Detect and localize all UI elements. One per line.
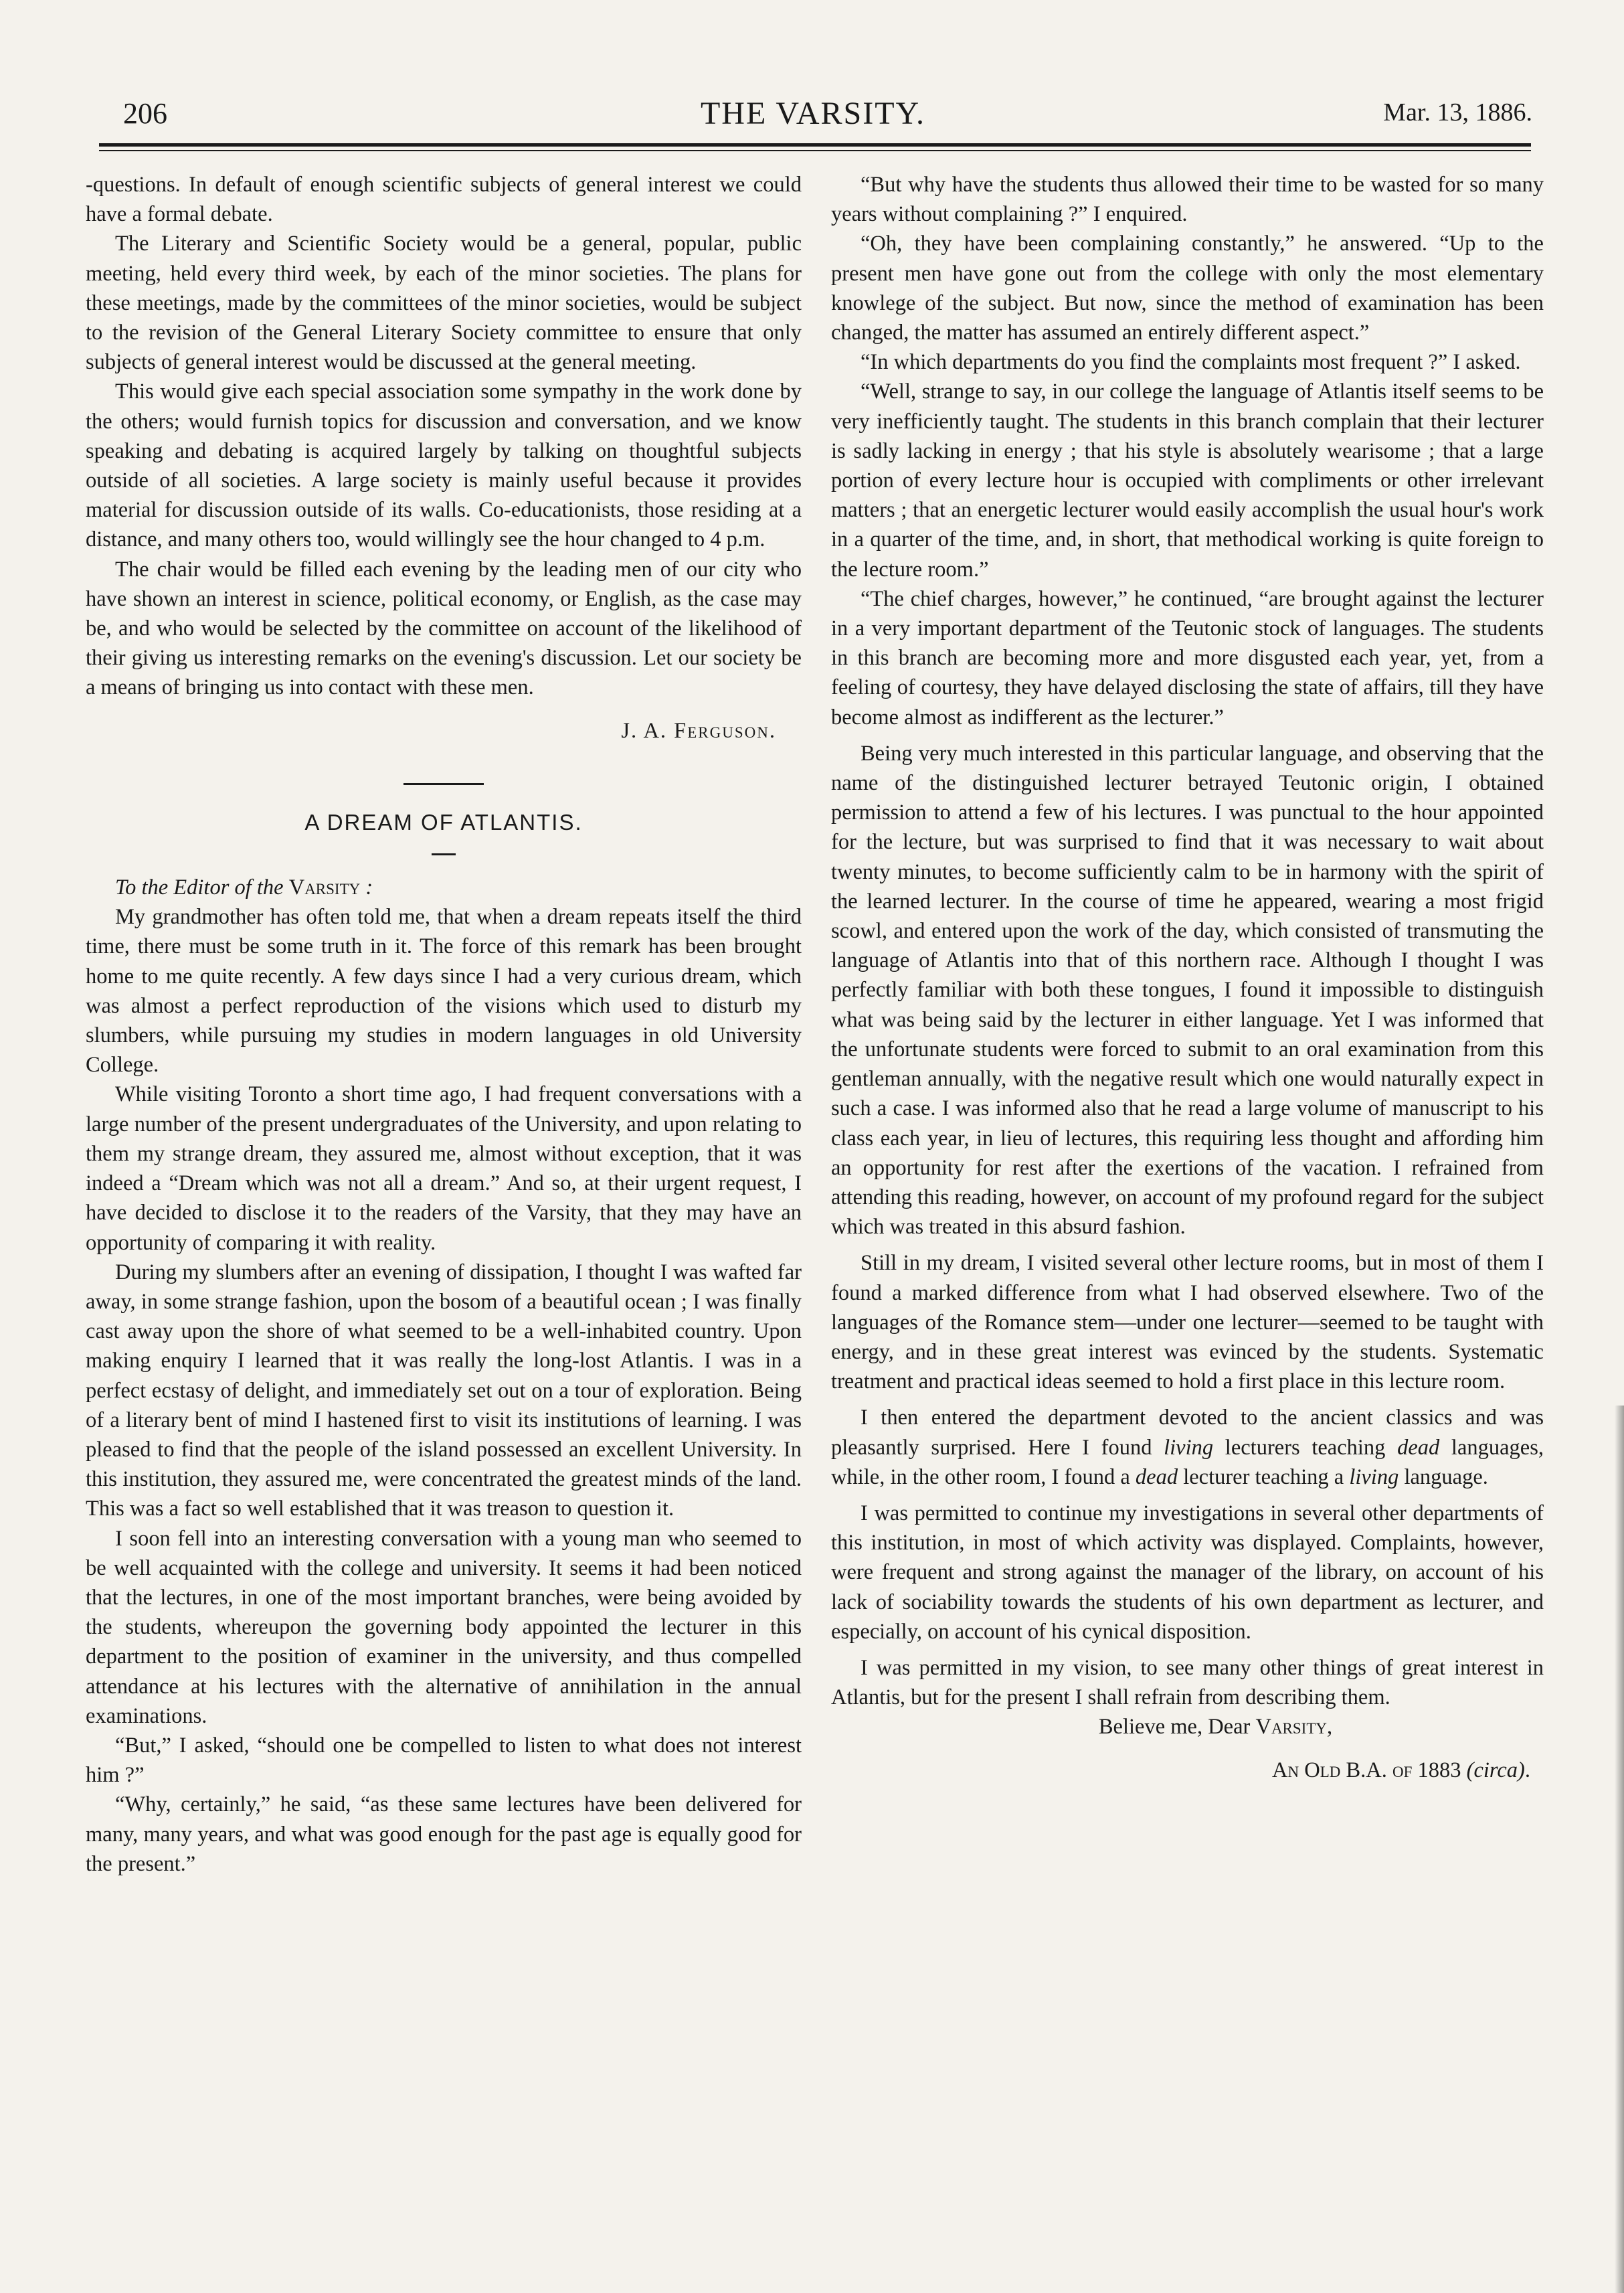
italic-run: living xyxy=(1164,1435,1214,1460)
text-run: languages, while, in the other room, I found a xyxy=(831,1435,1544,1489)
italic-run: living xyxy=(1349,1464,1399,1489)
right-column xyxy=(831,170,1544,1785)
paragraph: This would give each special association some sympathy in the work done by the others; would furnish topics for discussion and conversation, and we know speaking and debating is acquired largely by talking on thoughtful subjects outside of all societies. A large society is mainly useful because it provides material for discussion outside of its walls. Co-educationists, those residing at a distance, and many others too, would willingly see the hour changed to 4 p.m. xyxy=(86,379,802,552)
paragraph: “Oh, they have been complaining constantly,” he answered. “Up to the present men have gone out from the college with only the most elementary knowlege of the subject. But now, since the method of examination has been changed, the matter has assumed an entirely different aspect.” xyxy=(831,232,1544,345)
paragraph: Being very much interested in this particular language, and observing that the name of the distinguished lecturer betrayed Teutonic origin, I obtained permission to attend a few of his lectures. I was punctual to the hour appointed for the lecture, but was surprised to find that it was necessary to wait about twenty minutes, to become sufficiently calm to be in harmony with the spirit of the learned lecturer. In the course of time he appeared, wearing a most frigid scowl, and entered upon the work of the day, which consisted of transmuting the language of Atlantis into that of this northern race. Although I thought I was perfectly familiar with both these tongues, I found it impossible to distinguish what was being said by the lecturer in either language. Yet I was informed that the unfortunate students were forced to submit to an oral examination from this gentleman annually, with the negative result which one would naturally expect in such a case. I was informed also that he read a large volume of manuscript to his class each year, in lieu of lectures, this requiring less thought and affording him an opportunity for rest after the exertions of the vacation. I refrained from attending this reading, however, on account of my profound regard for the subject which was treated in this absurd fashion. xyxy=(831,741,1544,1240)
salutation-suffix: : xyxy=(360,875,373,900)
publication-title: THE VARSITY. xyxy=(700,96,926,131)
letter-closing xyxy=(831,1712,1544,1742)
text-run: language. xyxy=(1399,1464,1488,1489)
left-column xyxy=(86,170,802,1879)
closing-name: Varsity xyxy=(1255,1715,1327,1739)
author-signature: J. A. Ferguson. xyxy=(621,718,776,743)
header-rule-thick xyxy=(99,143,1531,147)
italic-run: dead xyxy=(1135,1464,1178,1489)
paragraph: I was permitted to continue my investigations in several other departments of this institution, in most of which activity was displayed. Complaints, however, were frequent and strong against the manager of the library, on account of his lack of sociability towards the students of his own department as lecturer, and especially, on account of his cynical disposition. xyxy=(831,1501,1544,1644)
text-run: I then entered the department devoted to the ancient classics and was pleasantly surprised. Here I found xyxy=(831,1406,1544,1460)
article-title: A DREAM OF ATLANTIS. xyxy=(304,809,583,835)
text-run: lecturers teaching xyxy=(1213,1435,1398,1460)
closing-suffix: , xyxy=(1327,1715,1333,1739)
paragraph: “Well, strange to say, in our college the language of Atlantis itself seems to be very inefficiently taught. The students in this branch complain that their lecturer is sadly lacking in energy ; that his style is absolutely wearisome ; that a large portion of every lecture hour is occupied with compliments or other irrelevant matters ; that an energetic lecturer would easily accomplish the usual hour's work in a quarter of the time, and, in short, that methodical working is quite foreign to the lecture room.” xyxy=(831,379,1544,582)
page-edge-shadow xyxy=(1615,1406,1624,2293)
issue-date: Mar. 13, 1886. xyxy=(1383,98,1532,126)
byline-main: An Old B.A. of 1883 xyxy=(1272,1758,1467,1782)
closing-prefix: Believe me, Dear xyxy=(1098,1715,1256,1739)
paragraph xyxy=(831,1403,1544,1492)
header-rule-thin xyxy=(99,150,1531,151)
paragraph: “But,” I asked, “should one be compelled to listen to what does not interest him ?” xyxy=(86,1733,802,1788)
text-run: lecturer teaching a xyxy=(1178,1464,1350,1489)
paragraph: During my slumbers after an evening of dissipation, I thought I was wafted far away, in some strange fashion, upon the bosom of a beautiful ocean ; I was finally cast away upon the shore of what seemed to be a well-inhabited country. Upon making enquiry I learned that it was really the long-lost Atlantis. I was in a perfect ecstasy of delight, and immediately set out on a tour of exploration. Being of a literary bent of mind I hastened first to visit its institutions of learning. I was pleased to find that the people of the island possessed an excellent University. In this institution, they assured me, were concentrated the greatest minds of the land. This was a fact so well established that it was treason to question it. xyxy=(86,1260,802,1521)
salutation xyxy=(86,873,802,902)
section-divider xyxy=(403,783,484,785)
paragraph: The chair would be filled each evening by the leading men of our city who have shown an interest in science, political economy, or English, as the case may be, and who would be selected by the committee on account of the likelihood of their giving us interesting remarks on the evening's discussion. Let our society be a means of bringing us into contact with these men. xyxy=(86,557,802,700)
paragraph: “The chief charges, however,” he continued, “are brought against the lecturer in a very important department of the Teutonic stock of languages. The students in this branch are becoming more and more disgusted each year, yet, from a feeling of courtesy, they have delayed disclosing the state of affairs, till they have become almost as indifferent as the lecturer.” xyxy=(831,586,1544,730)
salutation-prefix: To the Editor of the xyxy=(115,875,289,900)
paragraph: I soon fell into an interesting conversation with a young man who seemed to be well acquainted with the college and university. It seems it had been noticed that the lectures, in one of the most important branches, were being avoided by the students, whereupon the governing body appointed the lecturer in this department to the position of examiner in the university, and thus compelled attendance at his lectures with the alternative of annihilation in the annual examinations. xyxy=(86,1526,802,1728)
paragraph: “But why have the students thus allowed their time to be wasted for so many years without complaining ?” I enquired. xyxy=(831,173,1544,227)
paragraph: The Literary and Scientific Society would be a general, popular, public meeting, held every third week, by each of the minor societies. The plans for these meetings, made by the committees of the minor societies, would be subject to the revision of the General Literary Society committee to ensure that only subjects of general interest would be discussed at the general meeting. xyxy=(86,232,802,375)
page-number: 206 xyxy=(123,97,167,130)
byline-end: . xyxy=(1524,1758,1530,1782)
paragraph: “Why, certainly,” he said, “as these same lectures have been delivered for many, many years, and what was good enough for the past age is equally good for the present.” xyxy=(86,1792,802,1876)
letter-byline xyxy=(831,1756,1544,1785)
title-rule xyxy=(432,853,456,855)
paragraph: My grandmother has often told me, that when a dream repeats itself the third time, there must be some truth in it. The force of this remark has been brought home to me quite recently. A few days since I had a very curious dream, which was almost a perfect reproduction of the visions which used to disturb my slumbers, while pursuing my studies in modern languages in old University College. xyxy=(86,905,802,1078)
paragraph: “In which departments do you find the complaints most frequent ?” I asked. xyxy=(861,350,1521,375)
paragraph: Still in my dream, I visited several other lecture rooms, but in most of them I found a marked difference from what I had observed elsewhere. Two of the languages of the Romance stem—under one lecturer—seemed to be taught with energy, and in these great interest was evinced by the students. Systematic treatment and practical ideas seemed to hold a first place in this lecture room. xyxy=(831,1251,1544,1394)
salutation-name: Varsity xyxy=(288,875,361,900)
paragraph: -questions. In default of enough scientific subjects of general interest we could have a formal debate. xyxy=(86,173,802,227)
paragraph: I was permitted in my vision, to see many other things of great interest in Atlantis, but for the present I shall refrain from describing them. xyxy=(831,1655,1544,1710)
byline-circa: (circa) xyxy=(1466,1758,1525,1782)
paragraph: While visiting Toronto a short time ago, I had frequent conversations with a large number of the present undergraduates of the University, and upon relating to them my strange dream, they assured me, almost without exception, that it was indeed a “Dream which was not all a dream.” And so, at their urgent request, I have decided to disclose it to the readers of the Varsity, that they may have an opportunity of comparing it with reality. xyxy=(86,1082,802,1255)
italic-run: dead xyxy=(1397,1435,1440,1460)
page-header xyxy=(94,92,1532,139)
